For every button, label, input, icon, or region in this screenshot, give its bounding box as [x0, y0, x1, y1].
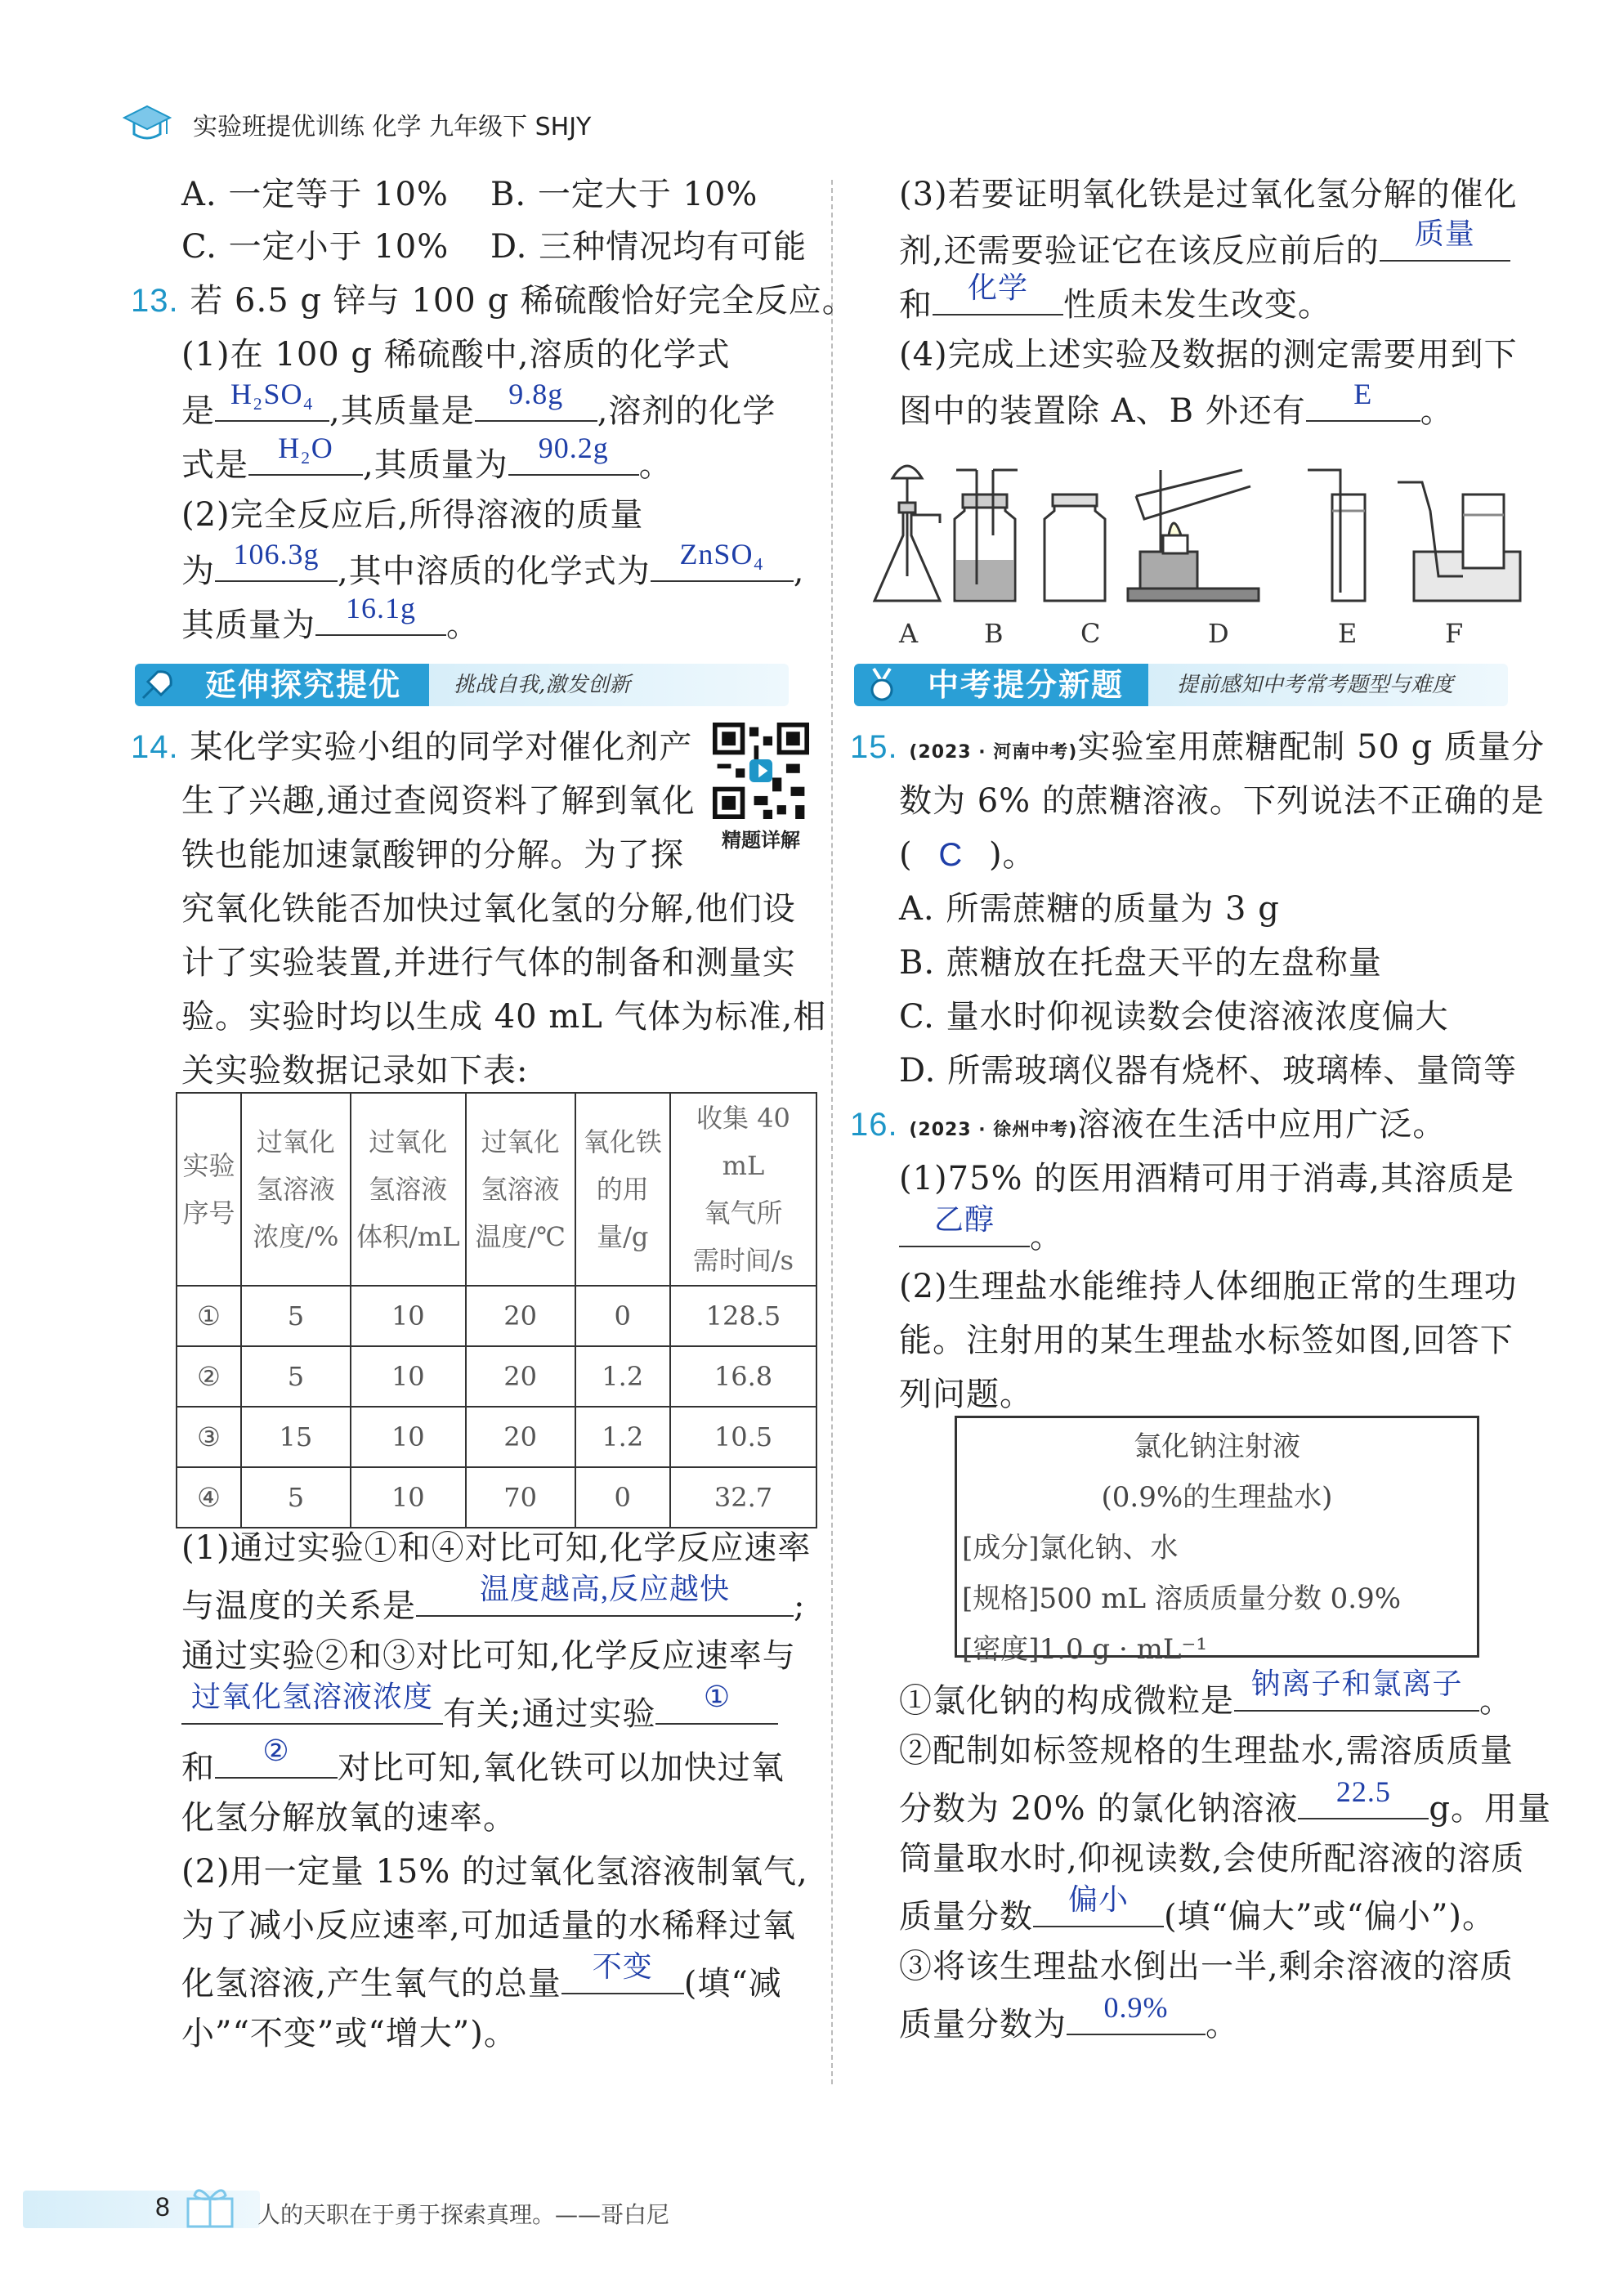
label-subtitle: (0.9%的生理盐水): [1101, 1481, 1333, 1514]
text: 与温度的关系是: [181, 1587, 416, 1625]
table-cell: 5: [241, 1467, 351, 1528]
text: 为: [181, 553, 215, 590]
table-header-row: [177, 1093, 816, 1286]
table-cell: ④: [177, 1467, 241, 1528]
table-cell: 70: [466, 1467, 575, 1528]
text: ,溶剂的化学: [597, 392, 776, 430]
table-cell: 10: [351, 1467, 466, 1528]
table-header-text: 收集 40 mL: [696, 1103, 790, 1181]
question-number: 13.: [131, 283, 179, 319]
q14-line7: 关实验数据记录如下表:: [181, 1052, 529, 1090]
text: ,其质量为: [363, 446, 508, 484]
table-cell: 1.2: [575, 1407, 670, 1467]
text: ,: [793, 553, 805, 590]
answer-text: 不变: [592, 1950, 653, 1983]
table-cell: 16.8: [670, 1346, 816, 1407]
apparatus-d: [1128, 470, 1259, 601]
q15-option-c: C. 量水时仰视读数会使溶液浓度偏大: [899, 998, 1449, 1036]
text: 化氢溶液,产生氧气的总量: [181, 1965, 561, 2003]
answer-blank: [561, 1950, 684, 1994]
answer-text: 化学: [967, 271, 1028, 304]
table-cell: 5: [241, 1286, 351, 1346]
q13-part2-line1: (2)完全反应后,所得溶液的质量: [181, 496, 644, 534]
apparatus-e: [1308, 470, 1365, 601]
q14-s3-line2: [899, 217, 1510, 275]
table-cell: 32.7: [670, 1467, 816, 1528]
q13-part1-line1: (1)在 100 g 稀硫酸中,溶质的化学式: [181, 336, 731, 374]
footer-quote: 人的天职在于勇于探索真理。——哥白尼: [257, 2201, 670, 2228]
q14-s2-line1: (2)用一定量 15% 的过氧化氢溶液制氧气,: [181, 1853, 808, 1891]
banner-subtitle: 提前感知中考常考题型与难度: [1177, 673, 1454, 697]
q16-c3-line1: ③将该生理盐水倒出一半,剩余溶液的溶质: [899, 1948, 1514, 1985]
q16-s1-line2: [899, 1203, 1063, 1261]
gift-box-icon: [181, 2181, 239, 2230]
label-spec: [规格]500 mL 溶质质量分数 0.9%: [962, 1582, 1402, 1615]
text: 式是: [181, 446, 248, 484]
text: 。: [446, 606, 480, 644]
table-row: [177, 1407, 816, 1467]
table-header-cell: [241, 1093, 351, 1286]
table-cell: ③: [177, 1407, 241, 1467]
q14-s1-line1: (1)通过实验①和④对比可知,化学反应速率: [181, 1529, 812, 1567]
apparatus-label: B: [984, 618, 1004, 649]
table-cell: 128.5: [670, 1286, 816, 1346]
table-header-text: 实验: [182, 1150, 235, 1181]
text: 有关;通过实验: [443, 1695, 656, 1733]
table-header-text: 氢溶液: [256, 1174, 335, 1205]
answer-text: ①: [703, 1681, 731, 1713]
q14-line2: 生了兴趣,通过查阅资料了解到氧化: [181, 782, 696, 820]
apparatus-f: [1398, 482, 1520, 601]
apparatus-a: [875, 466, 940, 601]
banner-title: 中考提分新题: [928, 667, 1125, 703]
answer-text: 钠离子和氯离子: [1250, 1667, 1463, 1700]
text: ①氯化钠的构成微粒是: [899, 1682, 1234, 1720]
text: 图中的装置除 A、B 外还有: [899, 392, 1306, 430]
section-banner-exam: [854, 664, 1508, 706]
q14-s2-line3: [181, 1950, 782, 2008]
table-header-text: 温度/℃: [475, 1221, 566, 1252]
answer-blank: [655, 1681, 778, 1725]
label-title: 氯化钠注射液: [1134, 1430, 1300, 1463]
answer-blank: [1234, 1667, 1479, 1712]
table-header-cell: [466, 1093, 575, 1286]
section-banner-extend: [135, 664, 789, 706]
table-header-text: 氧化铁: [583, 1126, 662, 1157]
table-cell: 0: [575, 1286, 670, 1346]
answer-text: 乙醇: [933, 1203, 995, 1236]
table-header-cell: [351, 1093, 466, 1286]
answer-blank: [215, 538, 338, 582]
answer-text: 9.8g: [508, 378, 564, 410]
q14-s4-line2: [899, 378, 1454, 436]
table-cell: 10.5: [670, 1407, 816, 1467]
answer-blank: [933, 271, 1063, 316]
q16-s2-line3: 列问题。: [899, 1376, 1033, 1413]
answer-blank: [215, 1734, 338, 1779]
table-cell: 10: [351, 1346, 466, 1407]
table-cell: 5: [241, 1346, 351, 1407]
q14-line1: [131, 723, 692, 772]
table-cell: 1.2: [575, 1346, 670, 1407]
table-header-cell: [177, 1093, 241, 1286]
text: 。: [638, 446, 673, 484]
table-cell: 15: [241, 1407, 351, 1467]
q14-line4: 究氧化铁能否加快过氧化氢的分解,他们设: [181, 890, 796, 928]
q13-part2-line3: [181, 592, 480, 650]
q14-s4-line1: (4)完成上述实验及数据的测定需要用到下: [899, 336, 1518, 374]
q14-line5: 计了实验装置,并进行气体的制备和测量实: [181, 944, 796, 982]
q15-line2: 数为 6% 的蔗糖溶液。下列说法不正确的是: [899, 782, 1545, 820]
apparatus-c: [1045, 495, 1105, 601]
q15-line3: [899, 830, 1036, 879]
text: 。: [1206, 2006, 1239, 2043]
table-cell: ②: [177, 1346, 241, 1407]
qr-code-image: [713, 723, 809, 819]
apparatus-label: C: [1080, 618, 1101, 649]
page-number: 8: [155, 2192, 170, 2222]
table-header-text: 需时间/s: [692, 1245, 794, 1276]
table-cell: 0: [575, 1467, 670, 1528]
qr-code[interactable]: [713, 723, 809, 819]
q14-s3-line3: [899, 271, 1331, 329]
answer-blank: [1380, 217, 1510, 262]
text: 对比可知,氧化铁可以加快过氧: [338, 1749, 785, 1787]
text: g。用量: [1429, 1790, 1551, 1828]
qr-caption: 精题详解: [722, 829, 800, 852]
q13-part2-line2: [181, 538, 805, 596]
table-header-text: 氢溶液: [481, 1174, 560, 1205]
text: (: [899, 836, 913, 874]
q14-s1-line4: [181, 1681, 778, 1739]
q15-option-d: D. 所需玻璃仪器有烧杯、玻璃棒、量筒等: [899, 1052, 1518, 1090]
answer-blank: [248, 432, 363, 476]
table-header-cell: [575, 1093, 670, 1286]
answer-blank: [1298, 1775, 1429, 1819]
question-number: 15.: [850, 729, 898, 765]
q16-s1-line1: (1)75% 的医用酒精可用于消毒,其溶质是: [899, 1160, 1514, 1197]
text: (填“偏大”或“偏小”)。: [1164, 1898, 1496, 1936]
text: 。: [1420, 392, 1454, 430]
answer-blank: [1067, 1991, 1206, 2035]
q16-c2-line3: 筒量取水时,仰视读数,会使所配溶液的溶质: [899, 1840, 1525, 1878]
header: [123, 100, 646, 145]
q16-c2-line1: ②配制如标签规格的生理盐水,需溶质质量: [899, 1732, 1514, 1770]
text: 和: [899, 286, 933, 324]
answer-text: 质量: [1414, 217, 1475, 250]
text: ,其中溶质的化学式为: [338, 553, 651, 590]
q14-s1-line5: [181, 1734, 785, 1792]
table-cell: 20: [466, 1346, 575, 1407]
table-cell: 20: [466, 1407, 575, 1467]
table-header-text: 过氧化: [369, 1126, 448, 1157]
text: 分数为 20% 的氯化钠溶液: [899, 1790, 1299, 1828]
table-header-text: 氧气所: [704, 1197, 783, 1229]
table-row: [177, 1467, 816, 1528]
answer-blank: [508, 432, 639, 476]
banner-subtitle: 挑战自我,激发创新: [454, 673, 631, 697]
q16-line1: [850, 1100, 1446, 1155]
text: )。: [988, 836, 1036, 874]
q16-c2-line2: [899, 1775, 1551, 1833]
answer-blank: [315, 592, 446, 636]
table-header-text: 过氧化: [256, 1126, 335, 1157]
answer-blank: [1306, 378, 1420, 422]
apparatus-label: A: [899, 618, 919, 649]
apparatus-b: [955, 470, 1018, 601]
table-row: [177, 1286, 816, 1346]
q14-s1-line3: 通过实验②和③对比可知,化学反应速率与: [181, 1637, 796, 1675]
answer-text: 16.1g: [346, 592, 416, 624]
q16-s2-line2: 能。注射用的某生理盐水标签如图,回答下: [899, 1322, 1514, 1359]
text: 其质量为: [181, 606, 315, 644]
q13-stem-line: [131, 276, 856, 325]
apparatus-label: D: [1208, 618, 1229, 649]
answer-text: ZnSO₄: [679, 538, 764, 571]
column-divider: [831, 180, 833, 2084]
source-tag: (2023 · 徐州中考): [909, 1120, 1078, 1140]
q15-line1: [850, 723, 1545, 777]
q16-c3-line2: [899, 1991, 1239, 2049]
text: 某化学实验小组的同学对催化剂产: [190, 728, 693, 766]
answer-blank: [475, 378, 597, 422]
apparatus-diagram: [858, 445, 1545, 617]
answer-text: H₂O: [278, 432, 333, 464]
table-cell: 20: [466, 1286, 575, 1346]
apparatus-label: F: [1445, 618, 1464, 649]
text: ,其质量是: [329, 392, 475, 430]
answer-text: 106.3g: [233, 538, 320, 571]
answer-text: 温度越高,反应越快: [479, 1573, 730, 1605]
q14-s2-line4: 小”“不变”或“增大”)。: [181, 2015, 517, 2052]
text: 质量分数为: [899, 2006, 1067, 2043]
answer-text: ②: [262, 1734, 290, 1767]
table-header-text: 氢溶液: [369, 1174, 448, 1205]
text: 。: [1479, 1682, 1513, 1720]
text: 溶液在生活中应用广泛。: [1077, 1106, 1447, 1144]
answer-blank: [215, 378, 329, 422]
answer-text: 偏小: [1067, 1883, 1129, 1916]
q15-option-a: A. 所需蔗糖的质量为 3 g: [899, 890, 1280, 928]
q16-c2-line4: [899, 1883, 1496, 1941]
q12-option-a: A. 一定等于 10%: [181, 176, 449, 213]
table-header-cell: [670, 1093, 816, 1286]
answer-text: 22.5: [1335, 1775, 1391, 1808]
banner-title: 延伸探究提优: [205, 667, 402, 703]
text: (填“减: [683, 1965, 782, 2003]
q14-line6: 验。实验时均以生成 40 mL 气体为标准,相: [181, 998, 827, 1036]
answer-text: E: [1353, 378, 1373, 410]
text: 是: [181, 392, 215, 430]
q14-line3: 铁也能加速氯酸钾的分解。为了探: [181, 836, 684, 874]
answer-blank: [416, 1573, 794, 1617]
table-header-text: 的用: [596, 1174, 649, 1205]
table-row: [177, 1346, 816, 1407]
text: 剂,还需要验证它在该反应前后的: [899, 232, 1380, 270]
answer-text: H₂SO₄: [230, 378, 315, 410]
source-tag: (2023 · 河南中考): [909, 742, 1078, 763]
q12-option-b: B. 一定大于 10%: [490, 176, 758, 213]
answer-blank: [1033, 1883, 1164, 1927]
experiment-table: [176, 1092, 817, 1528]
apparatus-label: E: [1338, 618, 1358, 649]
table-header-text: 浓度/%: [253, 1221, 339, 1252]
text: 。: [1030, 1218, 1063, 1255]
label-composition: [成分]氯化钠、水: [962, 1532, 1179, 1564]
table-cell: ①: [177, 1286, 241, 1346]
text: 性质未发生改变。: [1063, 286, 1331, 324]
question-number: 16.: [850, 1107, 898, 1143]
table-cell: 10: [351, 1286, 466, 1346]
answer-blank: [651, 538, 794, 582]
label-density: [密度]1.0 g · mL⁻¹: [962, 1633, 1207, 1666]
graduation-cap-icon: [123, 103, 172, 144]
medal-icon: [866, 667, 898, 703]
q12-option-c: C. 一定小于 10%: [181, 228, 450, 266]
text: 实验室用蔗糖配制 50 g 质量分: [1077, 728, 1546, 766]
q14-s3-line1: (3)若要证明氧化铁是过氧化氢分解的催化: [899, 176, 1518, 213]
q14-s1-line6: 化氢分解放氧的速率。: [181, 1799, 517, 1837]
header-title: 实验班提优训练 化学 九年级下 SHJY: [193, 113, 592, 141]
text: 质量分数: [899, 1898, 1033, 1936]
table-cell: 10: [351, 1407, 466, 1467]
answer-text: 90.2g: [538, 432, 609, 464]
table-header-text: 体积/mL: [356, 1221, 460, 1252]
table-header-text: 量/g: [597, 1221, 649, 1252]
q15-option-b: B. 蔗糖放在托盘天平的左盘称量: [899, 944, 1382, 982]
table-header-text: 序号: [182, 1197, 235, 1229]
q12-option-d: D. 三种情况均有可能: [490, 228, 807, 266]
q16-c1-line: [899, 1667, 1513, 1725]
text: ;: [794, 1587, 806, 1625]
table-header-text: 过氧化: [481, 1126, 560, 1157]
answer-blank: [181, 1681, 443, 1725]
answer-text: C: [938, 837, 964, 873]
rocket-icon: [138, 667, 176, 703]
q13-part1-line2: [181, 378, 776, 436]
answer-text: 过氧化氢溶液浓度: [190, 1681, 433, 1713]
saline-label: [955, 1416, 1479, 1666]
q14-s1-line2: [181, 1573, 806, 1631]
q14-s2-line2: 为了减小反应速率,可加适量的水稀释过氧: [181, 1907, 796, 1945]
answer-text: 0.9%: [1103, 1991, 1169, 2024]
answer-blank: [899, 1203, 1030, 1247]
q13-stem: 若 6.5 g 锌与 100 g 稀硫酸恰好完全反应。: [190, 282, 856, 320]
q13-part1-line3: [181, 432, 673, 490]
text: 和: [181, 1749, 215, 1787]
q16-s2-line1: (2)生理盐水能维持人体细胞正常的生理功: [899, 1268, 1518, 1305]
question-number: 14.: [131, 729, 179, 765]
